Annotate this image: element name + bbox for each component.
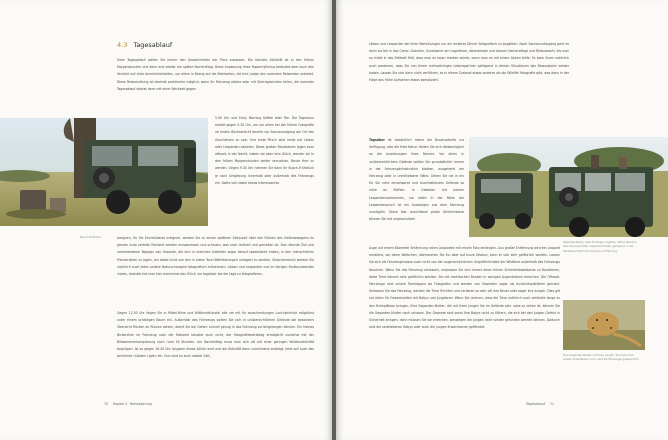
photo-caption-1: Gepardenbabys: Gleiche Fragen ergeben Aktion Räucher aber Sonnenmutter. Gepardenmutter gefolgend in der Nachbarschaft nicht verloren mit Tarnung. xyxy=(563,241,637,253)
left-body-full-2: Gegen 12.30 Uhr liegen Sie in Mittel-Hitze und Wittleristkünstal eile um mit Ihr zwischendurigen Lunchpicknick möglichst unter einem schattigen Baum ein. Außerhalb des Fahrzeugs sollten Sie sich in unübersichtlichen Gelände bei besonders Obersicht Rücken an Rücken setzen, damit Sie bei Gefahr schnell genug in das Fahrzeug zurückgelangen können. Ein kleines Nickerchen im Fahrzeug nach der Mahlzeit schadet auch nicht, der Fotografiebetraktag ermöglicht zunächst mit der Bildsammenkomplexung nach rund 16 Stunden. Am Nachmittag muss man sich oft mit einer geringen Wildtieraktivität begnügen. Ist es gegen 16.30 Uhr langsam etwas kühler wird und die Aktivität dann zunehmend ansteigt. Jetzt soll auch das berühmte »Golden Light« ein. Nun wird es auch wieder Zeit, xyxy=(117,311,314,359)
left-body-top: Ihren Tagesablauf sollten Sie immer den Gewohnheiten der Tiere anpassen. Die höchste Aktivität ist in den frühen Morgenstunden und dann erst wieder am späten Nachmittag. Diese Anpassung Ihres Tagesrhythmus bedeutet aber auch den Verzicht auf viele Annehmlichkeiten, vor allem in Bezug auf die Mahlzeiten, die Ihre Lodge den normalen Reisenden anbietet. Diese Reisemuttung ist deshalb praktischer möglich, wenn Ihr Fahrzeug alleine oder mit Gleichgesinnten teilen, die normaler Tagesablauf startet dann mit einer Weckzeit gegen xyxy=(117,58,314,91)
safari-vehicle-image xyxy=(0,118,208,226)
left-folio xyxy=(100,402,152,406)
left-body-full: ereignen, für Sie Einrichtbares ereignen, werden Sie zu einem späteren Zeitpunkt über den Rücken des Geländewagens im ganzen Auto vertelte Mahlzeit werden mussenessen und schauen, was noch reichert und genießen ist. Das nächste Ziel und normalerweise Tagsiger von Geparde, die sich in manchen Gebieten sogar darauf spezialisiert haben, in den menschlichen Planverakten zu jagen, am dabei nicht von den in vielen Touri-Wettfahrungen umlagert zu werden. Zwischendurch werden Sie natürlich auch jedes andere Naturschauspiel fotografisch mitnehmen. Löwen und Leoparden und im übrigen Bruttozustandes nicken, deshalb hat man hier manchmal das Glück, sie tagsüber bei der Jagd zu fotografieren. xyxy=(117,236,314,277)
right-body-top: Löwen und Leoparden bei ihren Bemühungen um ein leckeres Dinner fotografisch zu begleiten. Nach Sonnenuntergang geht es dann zurück in das Camp. Duschen, Sundowner am Lagerfeuer, Abendessen und danach Kameraflege und Bildauswahl, bis man so müde in das Zeltbett fällt, dass man es kaum merken würde, wenn man es mit einem Löwen teilte. Es kann Ihnen natürlich auch passieren, dass Sie von Ihrem mehrwöchigen Lebenspartner gefolgend in diesen Situationen das Bewusstsein wieder haben. Lassen Sie sich dann nicht verführen, es in einem Zustand etwas anderes als die Wildlife Fotografie gibt, was dann in der Folge das frühe Aufstehen etwas kompliziert. xyxy=(369,42,569,83)
section-label: Tagesablauf xyxy=(526,402,545,406)
section-title: Tagesablauf xyxy=(133,41,173,49)
right-page xyxy=(336,0,668,440)
right-folio xyxy=(526,402,558,406)
left-page xyxy=(0,0,332,440)
section-number: 4.3 xyxy=(117,41,128,49)
right-body-full: Auge auf einem Kilometer Entfernung nahm Leoparden mit einem Foto einfangen. Aus großer Entfernung wird ein Leopard meistens, vor allem Weibchen, überraschen Sie ihn aber auf kurze Distanz, kann er sich sehr gefährlich werden. Lassen Sie sich als Fahrzeuginsasse auch nicht von der augenscheinlichen Ungefährlichkeit der Wildtiere außerhalb des Fahrzeugs täuschen. Wenn Sie das Fahrzeug verlassen, verpassen Sie sich immer eines frühen Sicherheitsabstands zu Raubtieren, diese Tiere können sehr gefährlich werden. Sie mit mehrfachen Ranken in wenigen Augenblicken erreichen. Die Offroad-Fahrzeuge sind unsere Tarnkappen als Fotografen und werden von Geparden sogar als Aussichtsplattform genutzt. Verlassen Sie das Fahrzeug, werden die Tiere flüchten und verlieren so sehr oft ihre Beute oder sogar ihre Jungen. Dies gilt vor allem für Gesamtzeiten mit Babys und Jungtieren. Wenn Sie rechnen, dass die Tiere natürlich auch vielleicht lange zu den Ruheplätzen bringen. Eine Geparden-Mutter, die mit ihren Jungen Sie im Gelände sehr nahe zu sehen ist, können Sie die Geparden-Mutter nach schwarz. Der Geparde sind sonst Ihre Babys nicht zu füttern, die sich bei den Jungen Gefahr in Sicherheit bringen, dann müssen Sie sie erreichen, weswegen die Jungen nicht wieder gefunden werden können, Dadurch sind die verbliebenen Babys oder auch die jungen Erwachsenen gefährdet. xyxy=(369,246,560,330)
chapter-label: Kapitel 4 · Reiseplanung xyxy=(113,402,152,406)
page-number: 70 xyxy=(104,402,109,406)
cheetah-photo xyxy=(563,300,645,350)
right-body-narrow xyxy=(369,137,464,245)
paragraph-lead: Tagsüber xyxy=(369,138,385,142)
page-number-right: 71 xyxy=(550,402,555,406)
photo-caption: Busch-Frühstück xyxy=(80,236,102,239)
safari-vehicles-image xyxy=(469,137,668,237)
section-heading xyxy=(117,41,172,49)
paragraph-text: ist tatsächlich meine die Buschsafarite zur Verfügung, also die freie Natur. Halten Sie sich diesbezüglich an die Anweisungen Ihres Fahrers. Vor allem in unübersichtlichem Gelände sollten Sie grundsätzlich immer in der Fahrzeuginfrastruktur bleiben, ausgehend am Fahrzeug oder in unmittelbarer Nähe. Gehen Sie nie in ein für Sie nicht einsehbares und durchhaltendes Gelände so nahe an Büffeln. In Gebieten mit hohem Leopardenvorkommen, vor allem in der Nähe der Leopardenpirsch ist ein Aussteigen aus dem Fahrzeug unmöglich. Diese fast unsichtbare große Schleichkatze können Sie mit ungeschultem xyxy=(369,138,464,222)
cheetah-image xyxy=(563,300,645,350)
left-body-narrow: 5.00 Uhr und Early Morning Kaffee oder Tee. Die Tagestour startet gegen 5.30 Uhr, um vor allem bei der frühen Fotografie im ersten Büchsenlicht bereits vor Sonnenaufgang am Ort des Geschehens zu sein. Ihre erste Pirsch wird meist auf Löwen oder Leoparden abzielen. Diese großen Raubkatzen jagen zwar oftmals in der Nacht, haben sie aber kein Glück, werden sie in den frühen Morgenstunden weiter versuchen, Beute Herr zu werden. Gegen 9.30 Uhr nehmen Sie dann Ihr Busch-Frühstück je nach Umgebung innerhalb oder außerhalb des Fahrzeugs ein. Sollte sich dabei etwas Interessantes xyxy=(215,116,314,185)
safari-vehicles-photo xyxy=(469,137,668,237)
safari-vehicle-photo xyxy=(0,118,208,226)
photo-caption-2: Eine Geparden-Mutter mit ihren Jungen: Sie hat immer wieder Anlaufstellen und nutzt die Fahrzeuge gelegentlich. xyxy=(563,354,640,362)
